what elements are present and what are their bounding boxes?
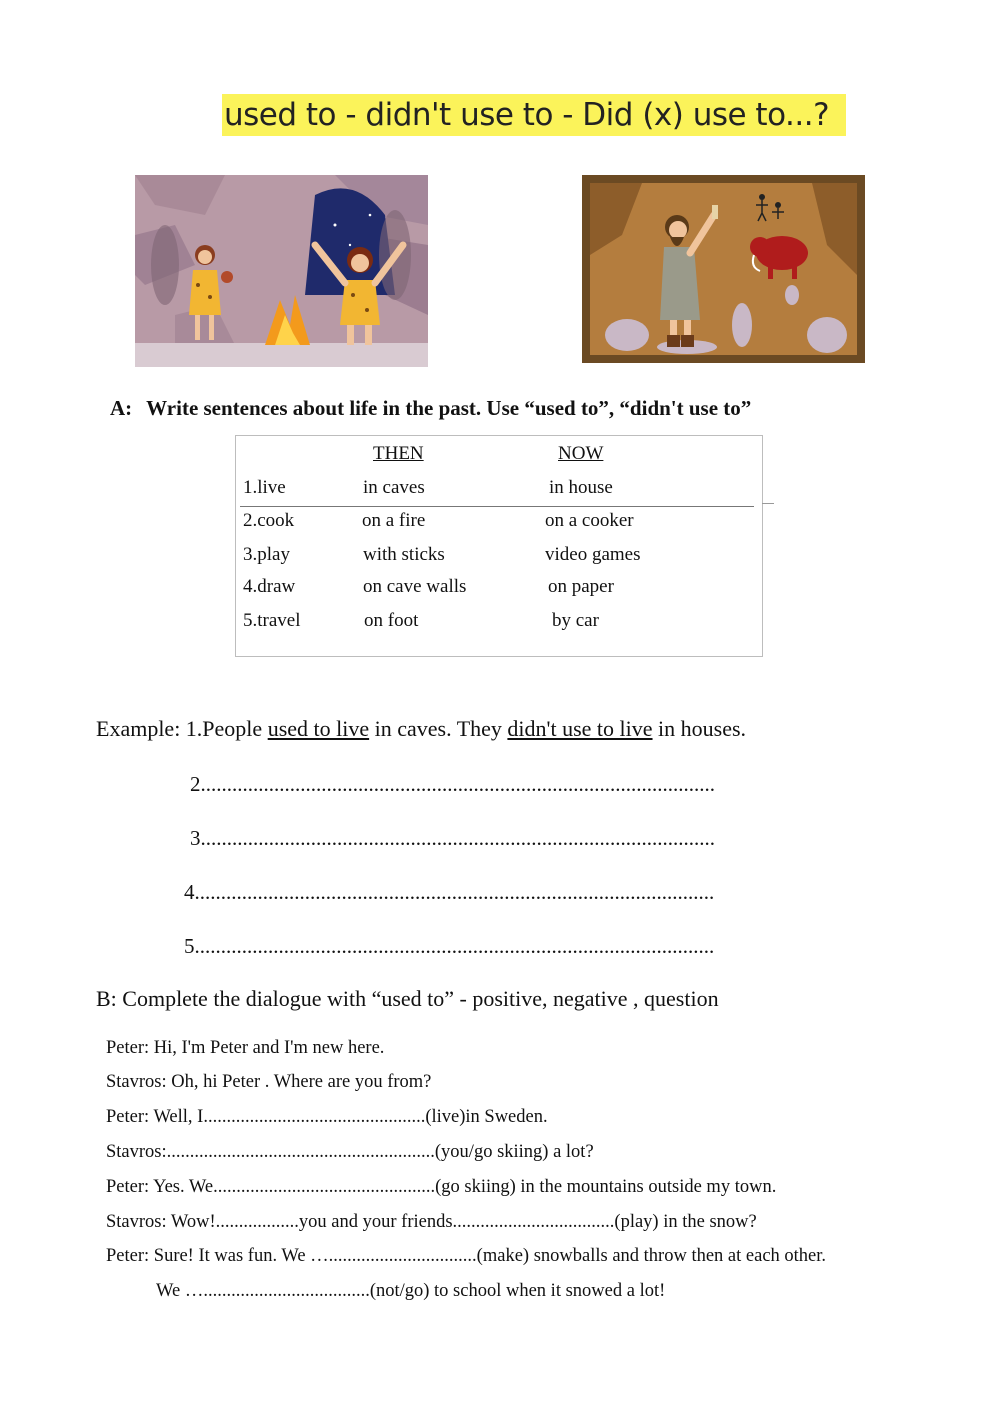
example-underline: didn't use to live xyxy=(507,716,653,741)
answer-line[interactable]: 4................................................................................................... xyxy=(184,880,715,904)
dialogue-line[interactable]: Peter: Sure! It was fun. We …................................(make) snowballs and throw then at each other. xyxy=(106,1246,827,1266)
cave-family-fire-illustration xyxy=(135,175,428,367)
then-now-table xyxy=(235,435,763,657)
table-row-now: video games xyxy=(545,544,641,565)
table-row-verb: 4.draw xyxy=(243,576,296,597)
table-row-now: on paper xyxy=(548,576,614,597)
table-row-now: in house xyxy=(549,477,613,498)
table-divider-tail xyxy=(762,503,774,504)
table-row-verb: 2.cook xyxy=(243,510,295,531)
example-sentence xyxy=(96,716,746,742)
table-row-then: in caves xyxy=(363,477,425,498)
dialogue-line[interactable]: Stavros:..........................................................(you/go skiing) a lot? xyxy=(106,1142,594,1162)
section-a-instruction xyxy=(110,396,751,421)
dialogue-line[interactable]: Peter: Yes. We................................................(go skiing) in the mountains outside my town. xyxy=(106,1177,777,1197)
header-now: NOW xyxy=(558,443,604,464)
table-row-then: on cave walls xyxy=(363,576,467,597)
answer-line[interactable]: 5................................................................................................... xyxy=(184,934,715,958)
example-text: Example: 1.People xyxy=(96,716,268,741)
section-a-text: Write sentences about life in the past. Use “used to”, “didn't use to” xyxy=(146,396,752,420)
table-row-verb: 3.play xyxy=(243,544,290,565)
table-divider xyxy=(240,506,754,507)
dialogue-line: Stavros: Oh, hi Peter . Where are you from? xyxy=(106,1072,432,1092)
dialogue-line: Peter: Hi, I'm Peter and I'm new here. xyxy=(106,1038,385,1058)
example-underline: used to live xyxy=(267,716,370,741)
example-text: in caves. They xyxy=(369,716,508,741)
table-row-now: on a cooker xyxy=(545,510,634,531)
answer-line[interactable]: 3.................................................................................................. xyxy=(190,826,715,850)
dialogue-line[interactable]: Stavros: Wow!..................you and your friends...................................(play) in the snow? xyxy=(106,1212,757,1232)
dialogue-line[interactable]: Peter: Well, I................................................(live)in Sweden. xyxy=(106,1107,548,1127)
caveman-painting-mammoth-illustration xyxy=(582,175,865,363)
table-row-verb: 5.travel xyxy=(243,610,301,631)
answer-line[interactable]: 2.................................................................................................. xyxy=(190,772,715,796)
table-row-then: on a fire xyxy=(362,510,426,531)
table-row-then: with sticks xyxy=(363,544,445,565)
worksheet-title: used to - didn't use to - Did (x) use to...? xyxy=(222,94,846,136)
dialogue-line[interactable]: We …....................................(not/go) to school when it snowed a lot! xyxy=(156,1281,666,1301)
header-then: THEN xyxy=(373,443,424,464)
section-a-label: A: xyxy=(110,396,133,420)
table-row-now: by car xyxy=(552,610,599,631)
table-row-verb: 1.live xyxy=(243,477,286,498)
section-b-instruction: B: Complete the dialogue with “used to” - positive, negative , question xyxy=(96,986,719,1011)
table-row-then: on foot xyxy=(364,610,419,631)
example-text: in houses. xyxy=(652,716,747,741)
